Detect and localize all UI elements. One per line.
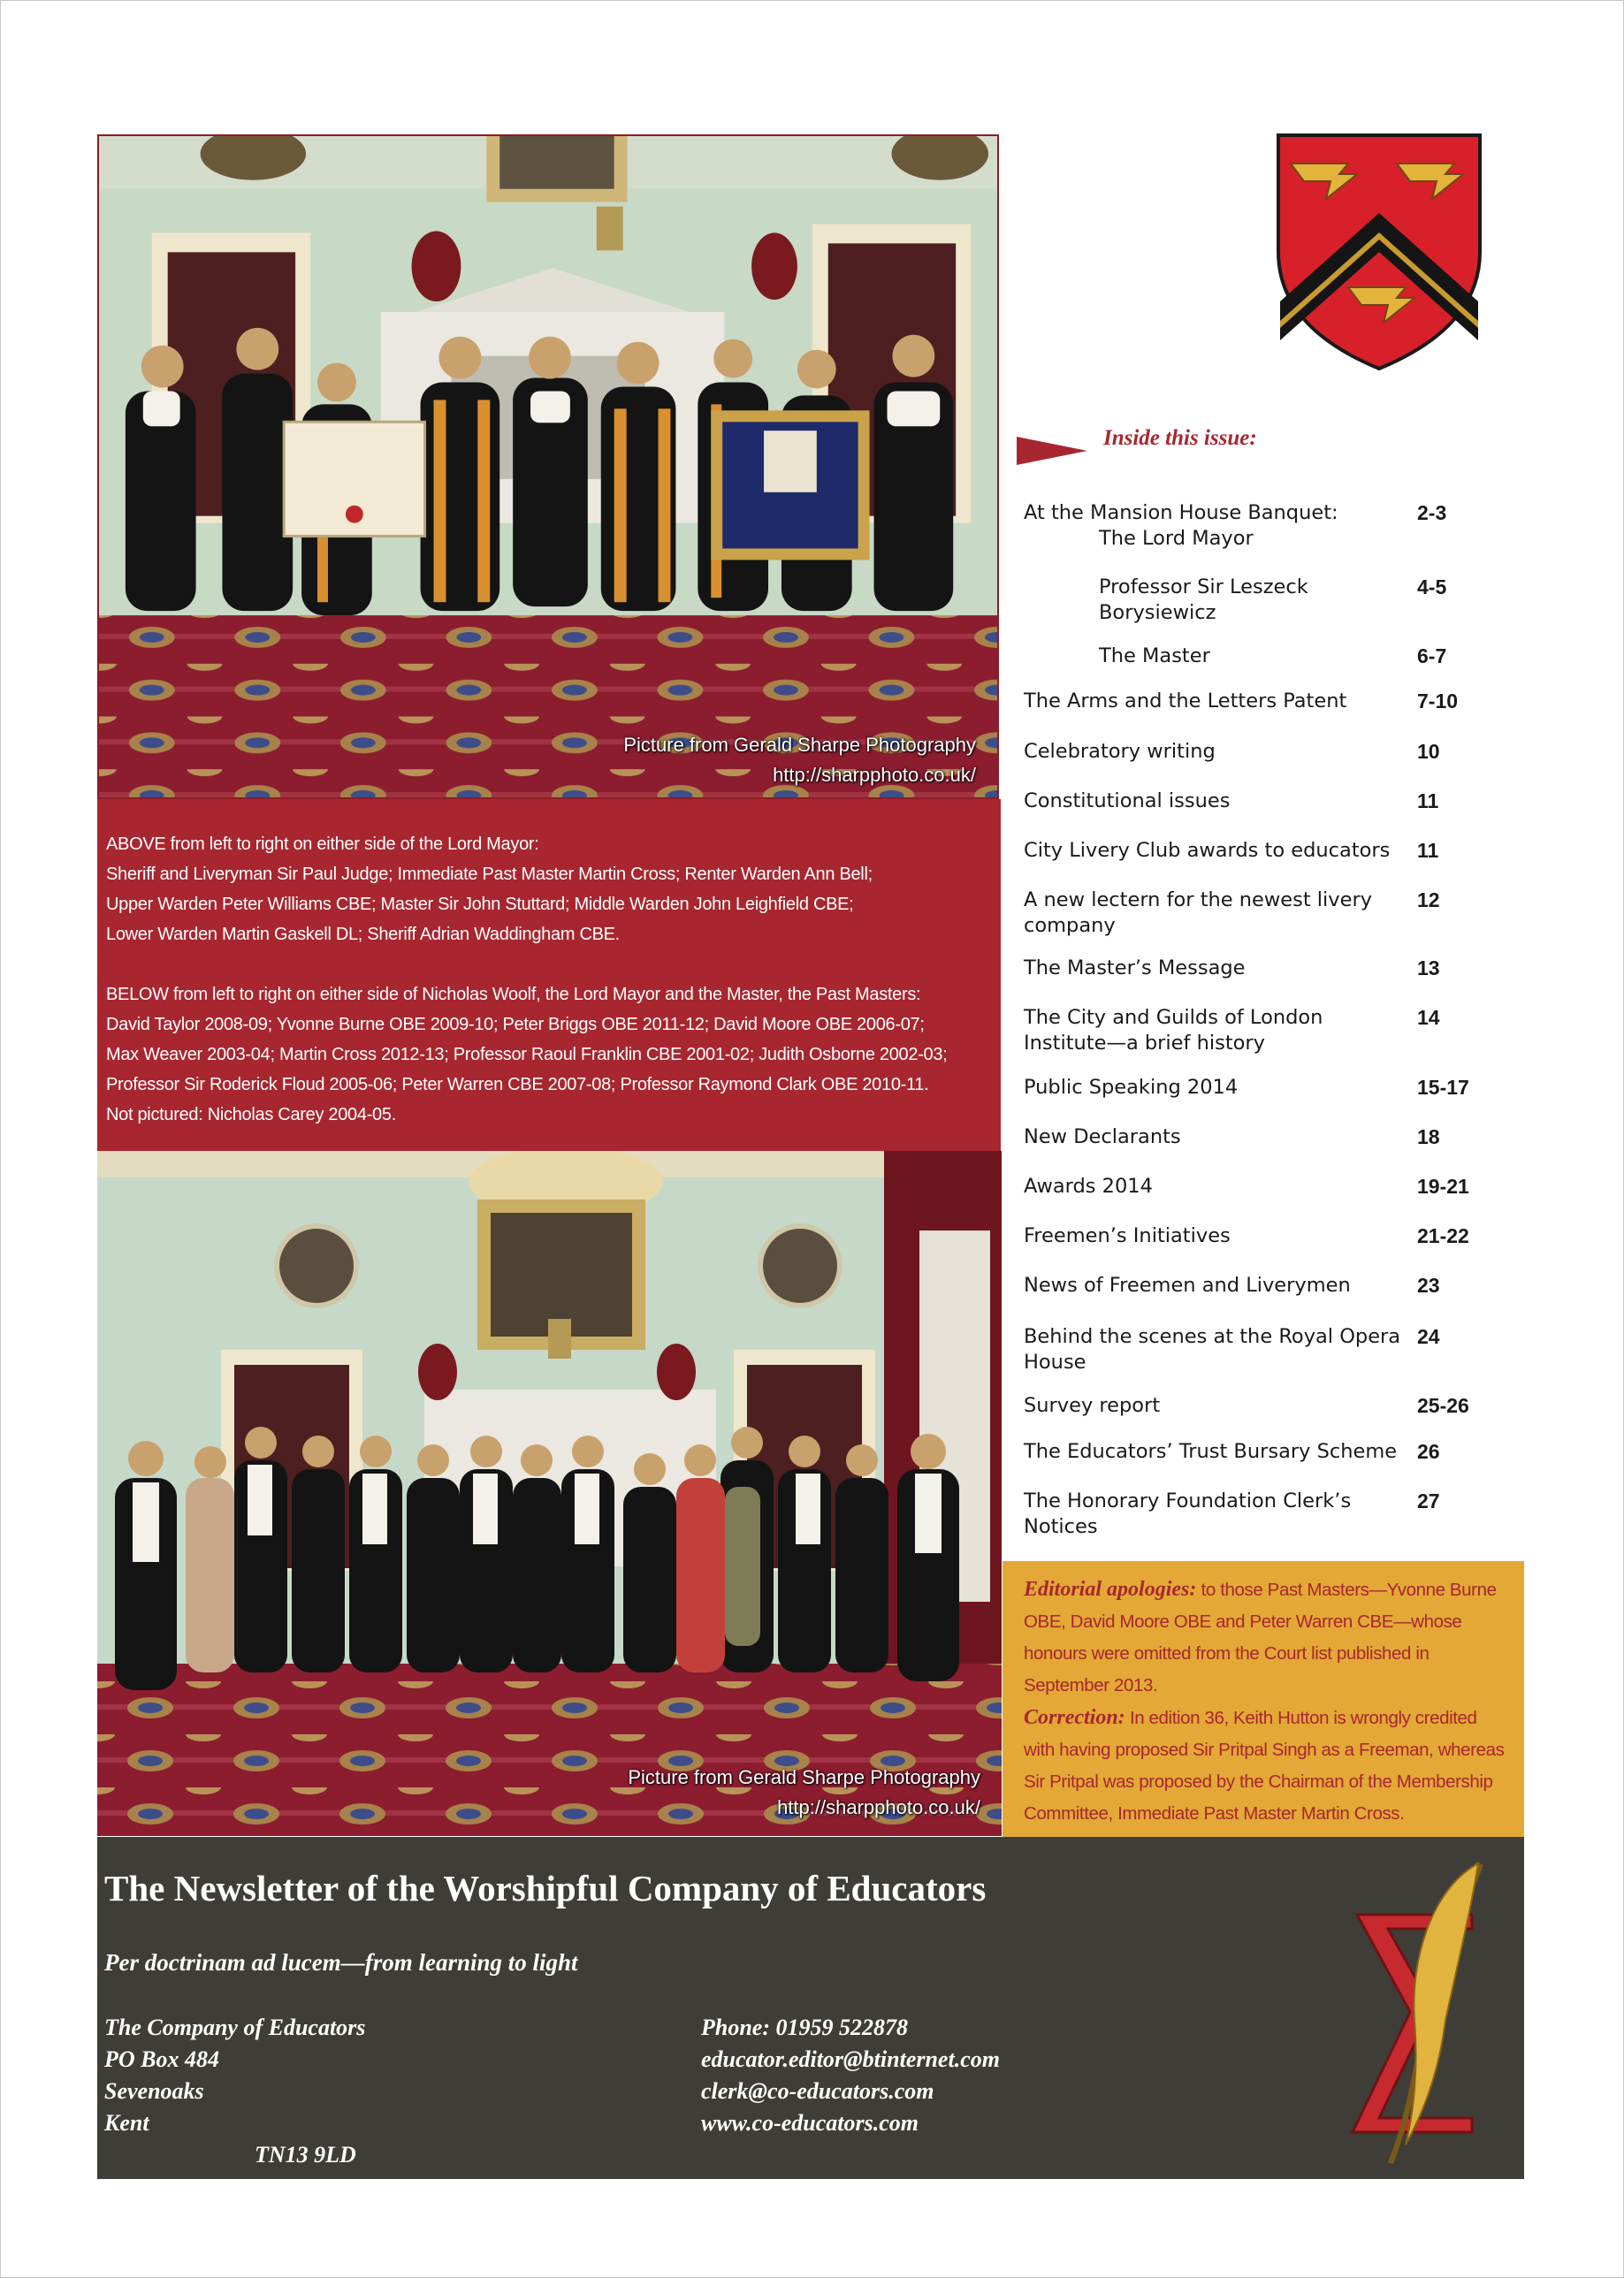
toc-item-pages: 25-26	[1417, 1394, 1469, 1417]
toc-item-title: Awards 2014	[1024, 1175, 1153, 1198]
toc-item-pages: 27	[1417, 1489, 1440, 1512]
toc-item-title: Survey report	[1024, 1394, 1161, 1417]
toc-item-title: A new lectern for the newest livery company	[1024, 888, 1373, 937]
photo-credit-url: http://sharpphoto.co.uk/	[773, 764, 976, 786]
toc-item-title: City Livery Club awards to educators	[1024, 839, 1391, 862]
photo-credit-top	[623, 730, 976, 790]
contact-phone: Phone: 01959 522878	[701, 2015, 908, 2040]
toc-item-title: Freemen’s Initiatives	[1024, 1224, 1231, 1247]
contact-email-clerk[interactable]: clerk@co-educators.com	[701, 2078, 934, 2104]
quill-sigma-logo-icon	[1326, 1853, 1503, 2171]
toc-item-title: The Master	[1099, 644, 1210, 667]
toc-item-title: Celebratory writing	[1024, 740, 1216, 763]
toc-item-title: Constitutional issues	[1024, 789, 1231, 812]
toc-item-title: The Honorary Foundation Clerk’s Notices	[1024, 1489, 1352, 1538]
photo-credit-bottom	[628, 1763, 980, 1823]
toc-item-pages: 23	[1417, 1274, 1440, 1297]
address-county-line	[104, 2107, 546, 2168]
caption-below-line: Not pictured: Nicholas Carey 2004-05.	[106, 1105, 396, 1124]
toc-item-title: Behind the scenes at the Royal Opera House	[1024, 1325, 1401, 1374]
company-motto: Per doctrinam ad lucem—from learning to light	[104, 1949, 578, 1976]
address-line: The Company of Educators	[104, 2015, 366, 2040]
editorial-apology	[1024, 1573, 1506, 1702]
toc-item-pages: 4-5	[1417, 575, 1447, 598]
photo-mansion-house-group-above	[97, 134, 999, 799]
toc-item-subtitle: The Lord Mayor	[1099, 527, 1254, 550]
caption-below-line: David Taylor 2008-09; Yvonne Burne OBE 2009-10; Peter Briggs OBE 2011-12; David Moore OBE 2006-07;	[106, 1015, 925, 1034]
contents-heading	[1017, 424, 1370, 469]
photo-caption	[97, 799, 1001, 1151]
toc-item-pages: 21-22	[1417, 1224, 1469, 1247]
photo-credit-source: Picture from Gerald Sharpe Photography	[623, 734, 976, 756]
group-photo-illustration	[97, 1151, 1002, 1836]
photo-past-masters-group-below	[97, 1151, 1002, 1836]
toc-item-pages: 2-3	[1417, 501, 1447, 524]
toc-item-pages: 15-17	[1417, 1076, 1469, 1099]
toc-item-pages: 6-7	[1417, 644, 1447, 667]
toc-item-title: New Declarants	[1024, 1125, 1181, 1148]
toc-item-pages: 7-10	[1417, 689, 1459, 712]
toc-item-pages: 13	[1417, 956, 1440, 979]
editorial-apology-lead: Editorial apologies:	[1024, 1578, 1197, 1601]
toc-item-title: Public Speaking 2014	[1024, 1076, 1239, 1099]
toc-item-pages: 18	[1417, 1125, 1440, 1148]
address-county: Kent	[104, 2110, 149, 2136]
pennant-flag-icon	[1017, 437, 1087, 465]
caption-above-line: Upper Warden Peter Williams CBE; Master Sir John Stuttard; Middle Warden John Leighfield CBE;	[106, 895, 854, 914]
contact-email-editor[interactable]: educator.editor@btinternet.com	[701, 2046, 1000, 2072]
toc-item-title: The Master’s Message	[1024, 956, 1246, 979]
editorial-correction	[1024, 1702, 1506, 1830]
toc-item-title: Professor Sir Leszeck Borysiewicz	[1099, 575, 1308, 624]
caption-below-line: Professor Sir Roderick Floud 2005-06; Peter Warren CBE 2007-08; Professor Raymond Clark OBE 2010-11.	[106, 1075, 929, 1094]
photo-credit-source: Picture from Gerald Sharpe Photography	[628, 1766, 980, 1788]
postal-address	[104, 2012, 546, 2168]
toc-item-pages: 11	[1417, 839, 1439, 862]
contact-details	[701, 2012, 1196, 2139]
caption-above-line: Sheriff and Liveryman Sir Paul Judge; Immediate Past Master Martin Cross; Renter Warden Ann Bell;	[106, 865, 873, 884]
newsletter-footer	[97, 1837, 1524, 2179]
editorial-correction-lead: Correction:	[1024, 1706, 1125, 1729]
photo-credit-url: http://sharpphoto.co.uk/	[777, 1796, 980, 1818]
caption-below-line: BELOW from left to right on either side of Nicholas Woolf, the Lord Mayor and the Master, the Past Masters:	[106, 985, 921, 1004]
contents-heading-text: Inside this issue:	[1103, 426, 1257, 450]
address-line: Sevenoaks	[104, 2078, 204, 2104]
address-postcode: TN13 9LD	[255, 2142, 356, 2168]
group-photo-illustration	[99, 136, 997, 797]
contact-website[interactable]: www.co-educators.com	[701, 2110, 919, 2136]
toc-item-pages: 10	[1417, 740, 1440, 763]
toc-item-title: The Arms and the Letters Patent	[1024, 689, 1347, 712]
toc-item-pages: 19-21	[1417, 1175, 1469, 1198]
toc-item-pages: 26	[1417, 1440, 1440, 1463]
caption-above-line: ABOVE from left to right on either side of the Lord Mayor:	[106, 834, 539, 854]
newsletter-title: The Newsletter of the Worshipful Company of Educators	[104, 1868, 987, 1908]
caption-above-line: Lower Warden Martin Gaskell DL; Sheriff Adrian Waddingham CBE.	[106, 925, 620, 944]
editorial-notice-box	[1003, 1561, 1524, 1837]
toc-item-pages: 12	[1417, 888, 1440, 911]
editorial-correction-text: In edition 36, Keith Hutton is wrongly credited with having proposed Sir Pritpal Singh as a Freeman, whereas Sir Pritpal was proposed by the Chairman of the Membership Committee, Immediate Past Master Martin Cross.	[1024, 1708, 1505, 1824]
caption-below-line: Max Weaver 2003-04; Martin Cross 2012-13; Professor Raoul Franklin CBE 2001-02; Judith Osborne 2002-03;	[106, 1045, 948, 1064]
toc-item-title: The City and Guilds of London Institute—a brief history	[1024, 1006, 1323, 1055]
toc-item-title: News of Freemen and Liverymen	[1024, 1274, 1351, 1297]
toc-item-title: At the Mansion House Banquet: The Lord Mayor	[1024, 500, 1413, 552]
toc-item-pages: 11	[1417, 789, 1439, 812]
editorial-apology-text: to those Past Masters—Yvonne Burne OBE, David Moore OBE and Peter Warren CBE—whose honours were omitted from the Court list published in September 2013.	[1024, 1580, 1497, 1695]
toc-item-title: The Educators’ Trust Bursary Scheme	[1024, 1440, 1398, 1463]
toc-item-pages: 14	[1417, 1006, 1440, 1029]
coat-of-arms-shield-icon	[1273, 128, 1485, 376]
toc-item-pages: 24	[1417, 1325, 1440, 1348]
address-line: PO Box 484	[104, 2046, 219, 2072]
